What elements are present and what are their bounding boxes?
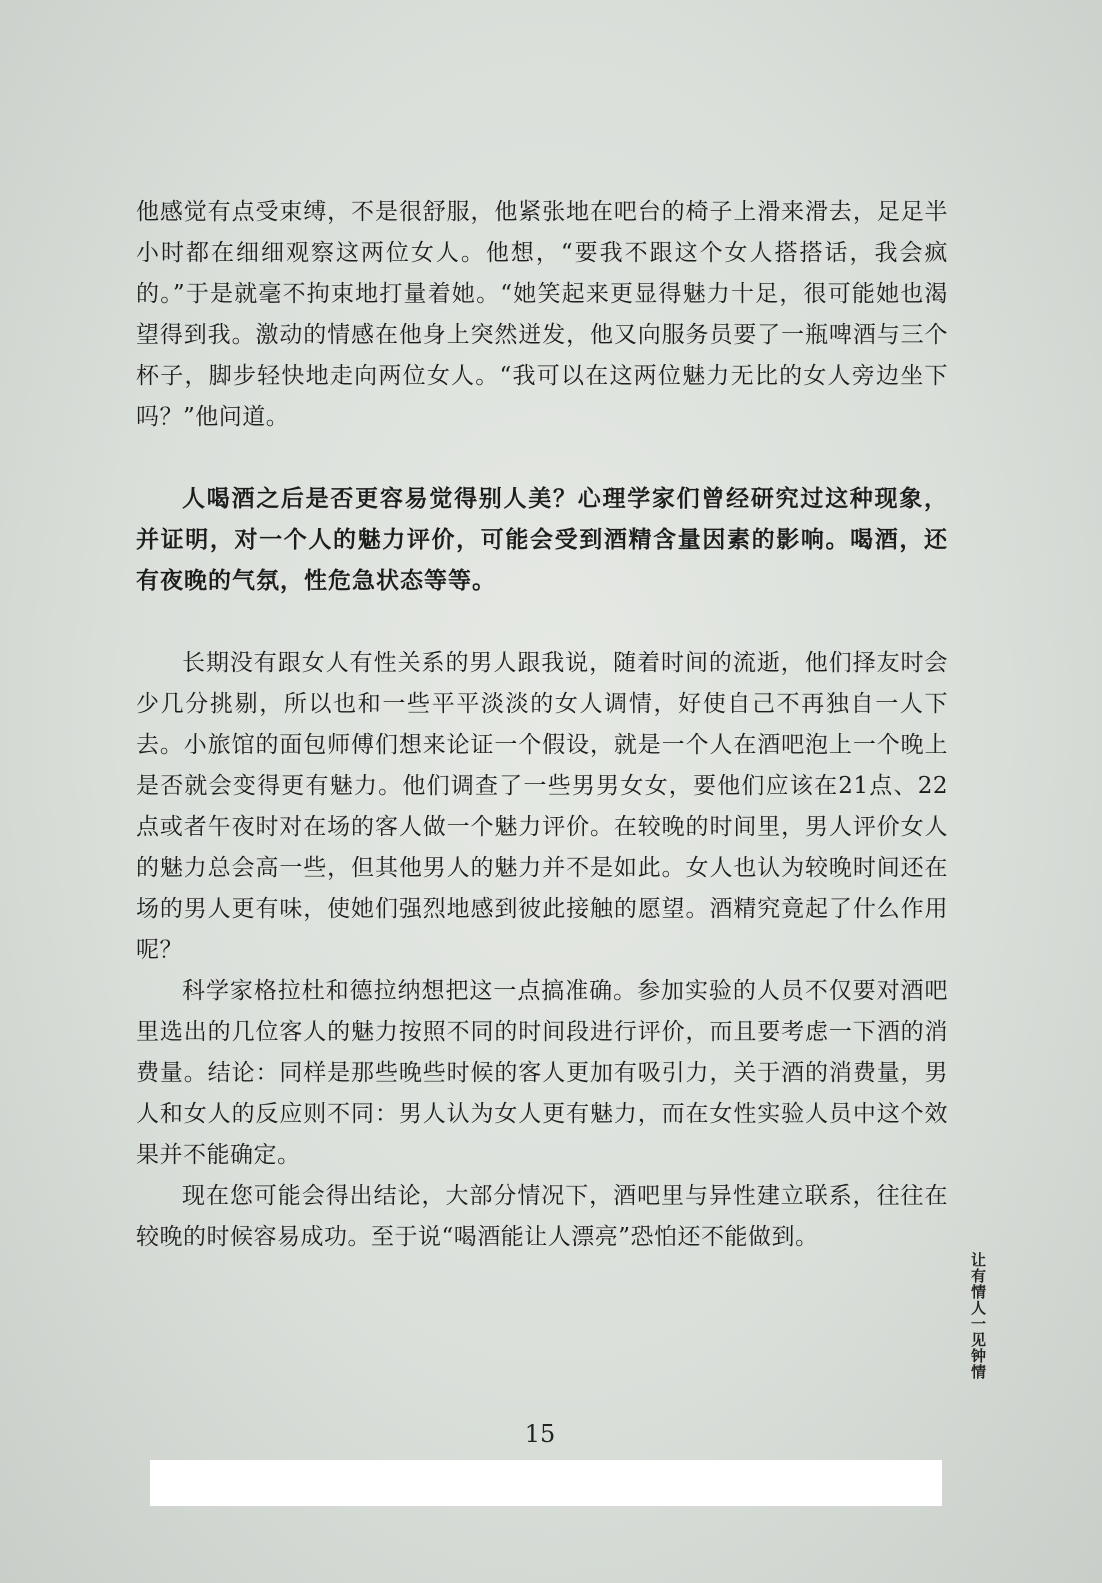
- paragraph-3: 长期没有跟女人有性关系的男人跟我说，随着时间的流逝，他们择友时会少几分挑剔，所以也和一些平平淡淡的女人调情，好使自己不再独自一人下去。小旅馆的面包师傅们想来论证一个假设，就是一个人在酒吧泡上一个晚上是否就会变得更有魅力。他们调查了一些男男女女，要他们应该在21点、22点或者午夜时对在场的客人做一个魅力评价。在较晚的时间里，男人评价女人的魅力总会高一些，但其他男人的魅力并不是如此。女人也认为较晚时间还在场的男人更有味，使她们强烈地感到彼此接触的愿望。酒精究竟起了什么作用呢？: [136, 650, 948, 963]
- side-running-title: 让有情人一见钟情: [969, 1252, 987, 1380]
- body-text: [136, 192, 948, 1258]
- paragraph-4: 科学家格拉杜和德拉纳想把这一点搞准确。参加实验的人员不仅要对酒吧里选出的几位客人的魅力按照不同的时间段进行评价，而且要考虑一下酒的消费量。结论：同样是那些晚些时候的客人更加有吸引力，关于酒的消费量，男人和女人的反应则不同：男人认为女人更有魅力，而在女性实验人员中这个效果并不能确定。: [136, 978, 948, 1168]
- footer-white-bar: [150, 1460, 942, 1506]
- page-number: 15: [524, 1420, 556, 1448]
- paragraph-2-bold: 人喝酒之后是否更容易觉得别人美？心理学家们曾经研究过这种现象，并证明，对一个人的魅力评价，可能会受到酒精含量因素的影响。喝酒，还有夜晚的气氛，性危急状态等等。: [136, 486, 948, 594]
- paragraph-1: 他感觉有点受束缚，不是很舒服，他紧张地在吧台的椅子上滑来滑去，足足半小时都在细细观察这两位女人。他想，“要我不跟这个女人搭搭话，我会疯的。”于是就毫不拘束地打量着她。“她笑起来更显得魅力十足，很可能她也渴望得到我。激动的情感在他身上突然迸发，他又向服务员要了一瓶啤酒与三个杯子，脚步轻快地走向两位女人。“我可以在这两位魅力无比的女人旁边坐下吗？”他问道。: [136, 199, 948, 430]
- paragraph-5: 现在您可能会得出结论，大部分情况下，酒吧里与异性建立联系，往往在较晚的时候容易成功。至于说“喝酒能让人漂亮”恐怕还不能做到。: [136, 1183, 948, 1250]
